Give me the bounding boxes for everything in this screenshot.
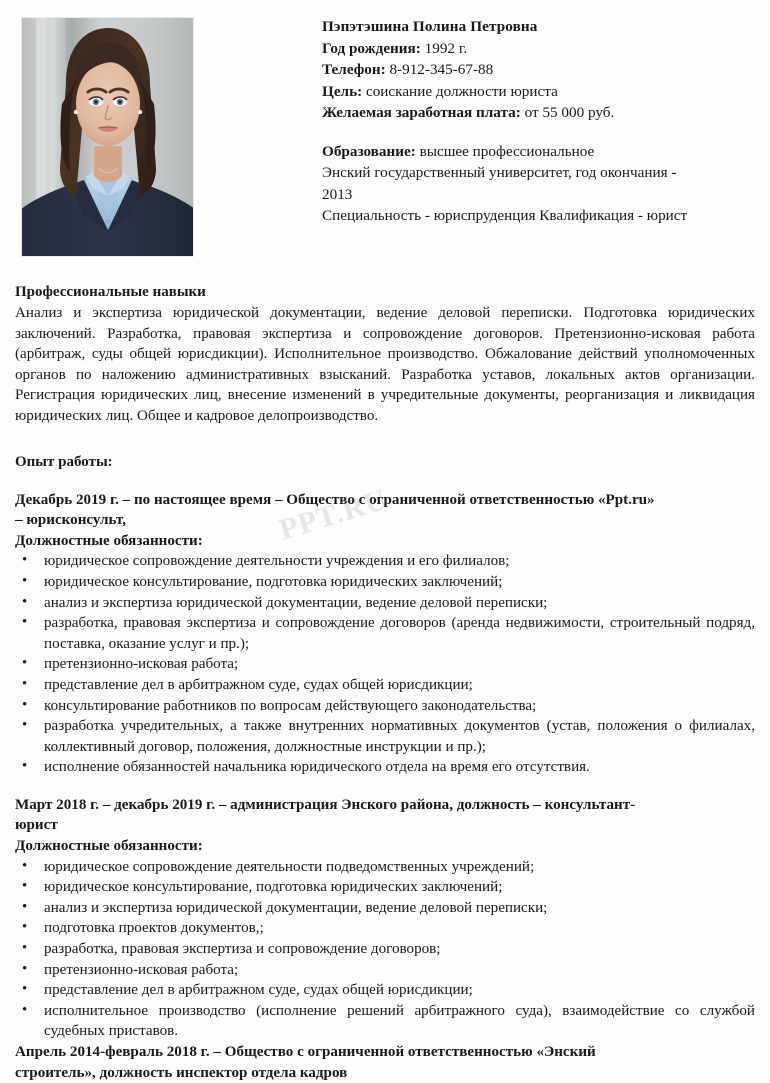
field-birth-year-label: Год рождения: bbox=[322, 39, 421, 57]
skills-title: Профессиональные навыки bbox=[15, 284, 206, 300]
list-item: • юридическое консультирование, подготовка юридических заключений; bbox=[15, 877, 755, 898]
spacer bbox=[15, 473, 755, 490]
job-2-duties-list bbox=[15, 857, 755, 1042]
education-line-4: Специальность - юриспруденция Квалификация - юрист bbox=[322, 207, 688, 224]
field-phone bbox=[322, 59, 759, 81]
field-birth-year bbox=[322, 38, 759, 60]
job-1-duties-label: Должностные обязанности: bbox=[15, 532, 203, 549]
list-item: • анализ и экспертиза юридической документации, ведение деловой переписки; bbox=[15, 593, 755, 614]
field-phone-label: Телефон: bbox=[322, 61, 386, 78]
list-item: • претензионно-исковая работа; bbox=[15, 960, 755, 981]
field-goal-label: Цель: bbox=[322, 82, 363, 100]
job-entry-1 bbox=[15, 490, 755, 778]
job-entry-2 bbox=[15, 795, 755, 1042]
job-2-duties-label: Должностные обязанности: bbox=[15, 838, 203, 855]
field-salary-label: Желаемая заработная плата: bbox=[322, 104, 521, 121]
list-item: • исполнение обязанностей начальника юридического отдела на время его отсутствия. bbox=[15, 757, 755, 778]
list-item: • разработка учредительных, а также внутренних нормативных документов (устав, положения о филиалах, коллективный договор, положения, должностные инструкции и пр.); bbox=[15, 716, 755, 757]
resume-content bbox=[15, 282, 755, 1083]
field-phone-value: 8-912-345-67-88 bbox=[389, 61, 494, 78]
job-1-title-line-1: Декабрь 2019 г. – по настоящее время – Общество с ограниченной ответственностью «Ppt.ru» bbox=[15, 491, 655, 508]
skills-paragraph: Анализ и экспертиза юридической документации, ведение деловой переписки. Подготовка юридических заключений. Разработка, правовая экспертиза и сопровождение договоров. Претензионно-исковая работа (арбитраж, суды общей юрисдикции). Исполнительное производство. Обжалование действий уполномоченных органов по наложению административных взысканий. Разработка уставов, локальных актов организации. Регистрация юридических лиц, внесение изменений в учредительные документы, реорганизация и ликвидация юридических лиц. Общее и кадровое делопроизводство. bbox=[15, 305, 755, 424]
watermark-text: PPT.RU bbox=[275, 482, 392, 547]
experience-title: Опыт работы: bbox=[15, 453, 113, 470]
list-item: • юридическое консультирование, подготовка юридических заключений; bbox=[15, 572, 755, 593]
job-entry-3 bbox=[15, 1042, 755, 1083]
job-3-title-line-1: Апрель 2014-февраль 2018 г. – Общество с ограниченной ответственностью «Энский bbox=[15, 1044, 596, 1060]
job-1-duties-list bbox=[15, 551, 755, 778]
list-item: • консультирование работников по вопросам действующего законодательства; bbox=[15, 696, 755, 717]
education-line-2: Энский государственный университет, год окончания - bbox=[322, 164, 677, 181]
candidate-name: Пэпэтэшина Полина Петровна bbox=[322, 18, 538, 35]
job-1-title-line-2: – юрисконсульт, bbox=[15, 512, 126, 529]
list-item: • разработка, правовая экспертиза и сопровождение договоров; bbox=[15, 939, 755, 960]
education-label: Образование: bbox=[322, 142, 416, 160]
list-item: • подготовка проектов документов,; bbox=[15, 918, 755, 939]
job-2-title-line-2: юрист bbox=[15, 817, 58, 834]
education-line-1 bbox=[322, 141, 759, 163]
list-item: • разработка, правовая экспертиза и сопровождение договоров (аренда недвижимости, строительный подряд, поставка, оказание услуг и пр.); bbox=[15, 613, 755, 654]
list-item: • анализ и экспертиза юридической документации, ведение деловой переписки; bbox=[15, 898, 755, 919]
resume-header bbox=[0, 0, 769, 258]
list-item: • исполнительное производство (исполнение решений арбитражного суда), взаимодействие со службой судебных приставов. bbox=[15, 1001, 755, 1042]
spacer bbox=[15, 427, 755, 452]
list-item: • представление дел в арбитражном суде, судах общей юрисдикции; bbox=[15, 980, 755, 1001]
list-item: • юридическое сопровождение деятельности подведомственных учреждений; bbox=[15, 857, 755, 878]
list-item: • представление дел в арбитражном суде, судах общей юрисдикции; bbox=[15, 675, 755, 696]
field-birth-year-value: 1992 г. bbox=[424, 39, 468, 57]
education-block bbox=[322, 141, 759, 227]
field-goal bbox=[322, 81, 759, 103]
portrait-photo bbox=[22, 18, 193, 256]
field-salary bbox=[322, 102, 759, 124]
header-details bbox=[322, 16, 759, 227]
education-line-3: 2013 bbox=[322, 185, 353, 203]
job-2-title-line-1: Март 2018 г. – декабрь 2019 г. – администрация Энского района, должность – консультант- bbox=[15, 796, 636, 813]
list-item: • претензионно-исковая работа; bbox=[15, 654, 755, 675]
field-goal-value: соискание должности юриста bbox=[365, 82, 558, 100]
list-item: • юридическое сопровождение деятельности учреждения и его филиалов; bbox=[15, 551, 755, 572]
spacer bbox=[15, 778, 755, 795]
education-value: высшее профессиональное bbox=[419, 142, 595, 160]
job-3-title-line-2: строитель», должность инспектор отдела кадров bbox=[15, 1064, 348, 1081]
field-salary-value: от 55 000 руб. bbox=[524, 104, 615, 121]
